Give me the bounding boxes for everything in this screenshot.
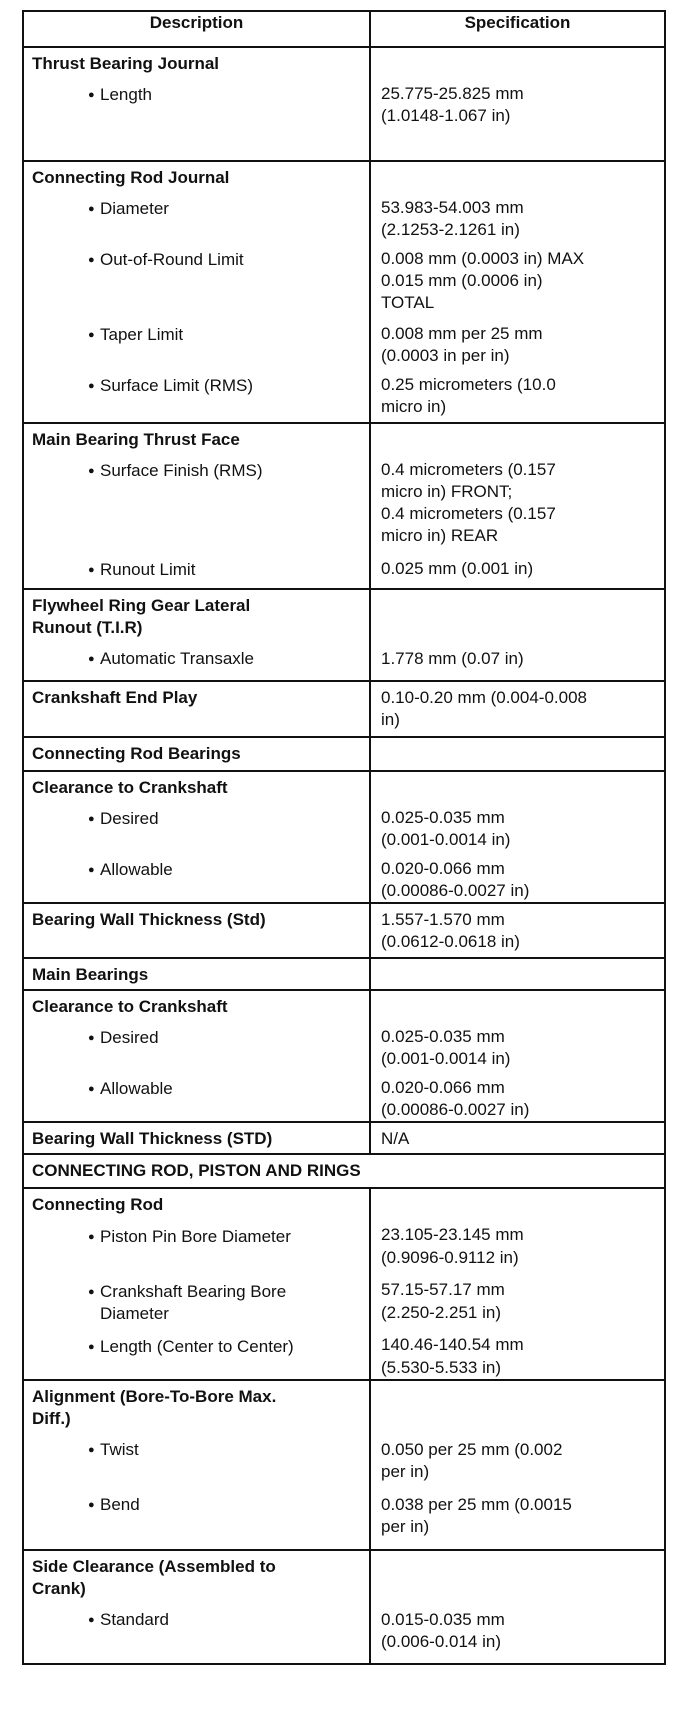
spec-value: 0.020-0.066 mm (0.00086-0.0027 in): [380, 1078, 530, 1120]
spec-value: 1.778 mm (0.07 in): [380, 649, 524, 668]
description-cell: [23, 1188, 370, 1379]
spec-value: 0.25 micrometers (10.0 micro in): [380, 375, 556, 417]
table-row: [23, 958, 665, 990]
table-row: [23, 1188, 665, 1379]
description-header: Description: [23, 11, 370, 47]
table-row: [23, 589, 665, 681]
bullet-item: ● Desired: [24, 803, 369, 854]
table-row: [23, 771, 665, 903]
specification-cell: [370, 681, 665, 737]
spec-value: 0.025-0.035 mm (0.001-0.0014 in): [380, 1027, 511, 1069]
spec-value: 0.025 mm (0.001 in): [380, 559, 534, 578]
spec-value: 140.46-140.54 mm (5.530-5.533 in): [380, 1335, 524, 1377]
spec-value: 0.4 micrometers (0.157 micro in) FRONT; 0.4 micrometers (0.157 micro in) REAR: [380, 460, 556, 546]
spec-value: 0.050 per 25 mm (0.002 per in): [380, 1439, 563, 1481]
section-heading: Main Bearings: [32, 965, 149, 985]
bullet-item: ● Allowable: [24, 854, 369, 881]
bullet-item: ● Length (Center to Center): [24, 1331, 369, 1358]
section-banner-cell: [23, 1154, 665, 1188]
specification-cell: [370, 958, 665, 990]
specification-header: Specification: [370, 11, 665, 47]
bullet-item: ● Diameter: [24, 193, 369, 244]
spec-value: 57.15-57.17 mm (2.250-2.251 in): [380, 1280, 505, 1322]
description-cell: [23, 681, 370, 737]
bullet-item: ● Standard: [24, 1604, 369, 1631]
specification-cell: [370, 423, 665, 589]
section-heading: Alignment (Bore-To-Bore Max. Diff.): [32, 1386, 277, 1428]
spec-value: 0.015-0.035 mm (0.006-0.014 in): [380, 1609, 505, 1651]
bullet-item: ● Bend: [24, 1489, 369, 1516]
description-cell: [23, 1122, 370, 1154]
section-heading: Clearance to Crankshaft: [32, 997, 228, 1017]
table-row: [23, 737, 665, 771]
table-row: [23, 681, 665, 737]
section-heading: Clearance to Crankshaft: [32, 778, 228, 797]
specification-cell: [370, 47, 665, 161]
specification-table: [22, 10, 666, 1665]
spec-value: 1.557-1.570 mm (0.0612-0.0618 in): [380, 910, 520, 952]
bullet-item: ● Surface Finish (RMS): [24, 455, 369, 554]
specification-cell: [370, 161, 665, 423]
bullet-item: ● Desired: [24, 1022, 369, 1073]
section-heading: Connecting Rod Journal: [32, 168, 230, 187]
bullet-item: ● Piston Pin Bore Diameter: [24, 1221, 369, 1276]
bullet-item: ● Twist: [24, 1434, 369, 1489]
description-cell: [23, 423, 370, 589]
table-row: [23, 47, 665, 161]
bullet-item: ● Automatic Transaxle: [24, 643, 369, 670]
table-row: [23, 423, 665, 589]
description-cell: [23, 771, 370, 903]
section-heading: Bearing Wall Thickness (STD): [32, 1129, 273, 1149]
description-cell: [23, 1380, 370, 1550]
table-row: [23, 161, 665, 423]
table-row: [23, 903, 665, 958]
spec-value: 0.008 mm (0.0003 in) MAX 0.015 mm (0.0006 in) TOTAL: [380, 249, 585, 313]
specification-cell: [370, 1188, 665, 1379]
bullet-item: ● Length: [24, 79, 369, 106]
description-cell: [23, 1550, 370, 1664]
specification-cell: [370, 1380, 665, 1550]
spec-value: 0.038 per 25 mm (0.0015 per in): [380, 1494, 572, 1536]
bullet-item: ● Surface Limit (RMS): [24, 370, 369, 397]
section-heading: Main Bearing Thrust Face: [32, 430, 240, 449]
spec-value: 25.775-25.825 mm (1.0148-1.067 in): [380, 84, 524, 126]
bullet-item: ● Crankshaft Bearing Bore Diameter: [24, 1276, 369, 1331]
specification-cell: [370, 589, 665, 681]
specification-cell: [370, 1550, 665, 1664]
specification-cell: [370, 737, 665, 771]
bullet-item: ● Allowable: [24, 1073, 369, 1100]
section-heading: Crankshaft End Play: [32, 688, 198, 707]
description-cell: [23, 589, 370, 681]
bullet-item: ● Taper Limit: [24, 319, 369, 370]
table-row: [23, 1122, 665, 1154]
specification-cell: [370, 771, 665, 903]
table-row: [23, 1550, 665, 1664]
description-cell: [23, 903, 370, 958]
spec-value: 0.025-0.035 mm (0.001-0.0014 in): [380, 808, 511, 850]
description-cell: [23, 958, 370, 990]
spec-value: 23.105-23.145 mm (0.9096-0.9112 in): [380, 1225, 524, 1267]
spec-value: 0.10-0.20 mm (0.004-0.008 in): [380, 688, 587, 730]
description-cell: [23, 737, 370, 771]
description-cell: [23, 990, 370, 1122]
table-row: [23, 1380, 665, 1550]
section-heading: Bearing Wall Thickness (Std): [32, 910, 266, 930]
section-heading: Connecting Rod Bearings: [32, 744, 241, 763]
spec-value: 0.008 mm per 25 mm (0.0003 in per in): [380, 324, 543, 366]
specification-cell: [370, 1122, 665, 1154]
spec-value: 53.983-54.003 mm (2.1253-2.1261 in): [380, 198, 524, 240]
spec-value: N/A: [380, 1129, 410, 1149]
specification-cell: [370, 903, 665, 958]
table-header-row: [23, 11, 665, 47]
description-cell: [23, 47, 370, 161]
section-heading: Thrust Bearing Journal: [32, 54, 220, 73]
description-cell: [23, 161, 370, 423]
spec-value: 0.020-0.066 mm (0.00086-0.0027 in): [380, 859, 530, 901]
section-banner: CONNECTING ROD, PISTON AND RINGS: [32, 1161, 361, 1181]
bullet-item: ● Out-of-Round Limit: [24, 244, 369, 319]
table-row: [23, 990, 665, 1122]
section-heading: Flywheel Ring Gear Lateral Runout (T.I.R): [32, 596, 251, 638]
bullet-item: ● Runout Limit: [24, 554, 369, 581]
section-heading: Connecting Rod: [32, 1195, 164, 1215]
specification-cell: [370, 990, 665, 1122]
section-heading: Side Clearance (Assembled to Crank): [32, 1556, 276, 1598]
table-row: [23, 1154, 665, 1188]
